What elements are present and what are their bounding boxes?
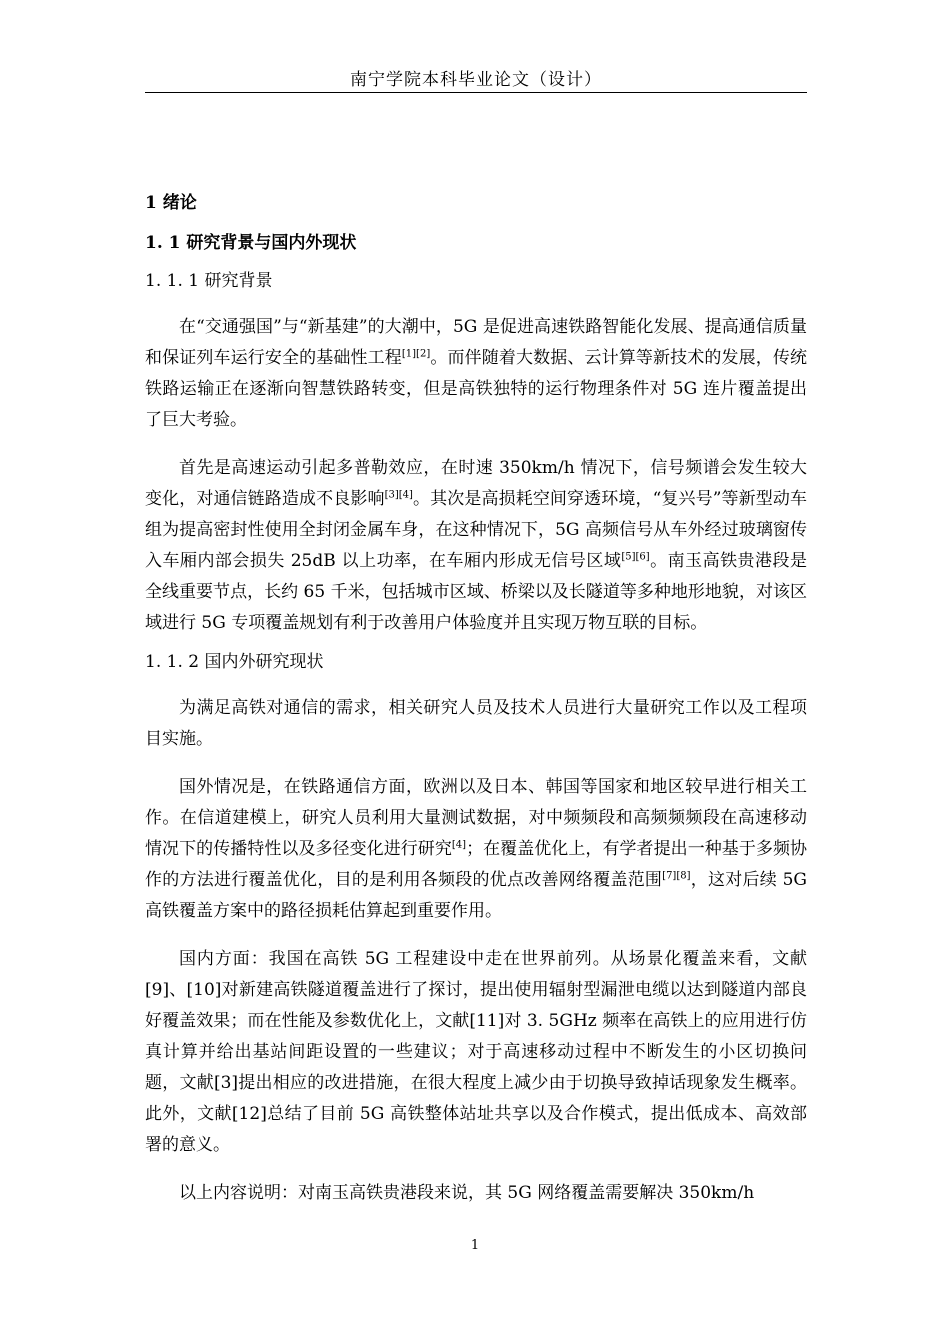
citation: [4] xyxy=(451,839,467,851)
section-heading: 1. 1 研究背景与国内外现状 xyxy=(145,233,357,253)
paragraph-summary xyxy=(145,1178,807,1209)
paragraph-background-intro xyxy=(145,312,807,436)
citation: [1][2] xyxy=(401,348,431,360)
text-run: 。南玉高铁贵港段是全线重要节点，长约 65 千米，包括城市区域、桥梁以及长隧道等多种地形地貌，对该区域进行 5G 专项覆盖规划有利于改善用户体验度并且实现万物互联的目标。 xyxy=(145,551,807,633)
text-run: ；在覆盖优化上，有学者提出一种基于多频协作的方法进行覆盖优化，目的是利用各频段的优点改善网络覆盖范围 xyxy=(145,839,808,890)
paragraph-challenges xyxy=(145,453,807,639)
text-run: 首先是高速运动引起多普勒效应，在时速 350km/h 情况下，信号频谱会发生较大变化，对通信链路造成不良影响 xyxy=(145,458,807,509)
paragraph-foreign xyxy=(145,772,807,927)
citation: [3][4] xyxy=(384,489,413,501)
header-rule xyxy=(145,92,807,93)
text-run: 国外情况是，在铁路通信方面，欧洲以及日本、韩国等国家和地区较早进行相关工作。在信道建模上，研究人员利用大量测试数据，对中频频段和高频频频段在高速移动情况下的传播特性以及多径变化进行研究 xyxy=(145,777,807,859)
text-run: ，这对后续 5G 高铁覆盖方案中的路径损耗估算起到重要作用。 xyxy=(145,870,807,921)
body-content xyxy=(145,189,807,1209)
paragraph-domestic xyxy=(145,944,807,1161)
text-run: 。而伴随着大数据、云计算等新技术的发展，传统铁路运输正在逐渐向智慧铁路转变，但是高铁独特的运行物理条件对 5G 连片覆盖提出了巨大考验。 xyxy=(145,348,808,430)
text-run: 。其次是高损耗空间穿透环境，“复兴号”等新型动车组为提高密封性使用全封闭金属车身，在这种情况下，5G 高频信号从车外经过玻璃窗传入车厢内部会损失 25dB 以上功率，在车厢内形成无信号区域 xyxy=(145,489,807,571)
subsection-heading-status: 1. 1. 2 国内外研究现状 xyxy=(145,652,324,672)
text-run: 在“交通强国”与“新基建”的大潮中，5G 是促进高速铁路智能化发展、提高通信质量和保证列车运行安全的基础性工程 xyxy=(145,317,807,368)
chapter-heading: 1 绪论 xyxy=(145,193,197,213)
citation: [7][8] xyxy=(662,870,691,882)
text-run: 为满足高铁对通信的需求，相关研究人员及技术人员进行大量研究工作以及工程项目实施。 xyxy=(145,698,807,749)
page-number: 1 xyxy=(470,1238,480,1253)
citation: [5][6] xyxy=(621,551,650,563)
paragraph-overview xyxy=(145,693,807,755)
subsection-heading-background: 1. 1. 1 研究背景 xyxy=(145,271,273,291)
text-run: 以上内容说明：对南玉高铁贵港段来说，其 5G 网络覆盖需要解决 350km/h xyxy=(179,1183,755,1203)
text-run: 国内方面：我国在高铁 5G 工程建设中走在世界前列。从场景化覆盖来看，文献[9]、[10]对新建高铁隧道覆盖进行了探讨，提出使用辐射型漏泄电缆以达到隧道内部良好覆盖效果；而在性能及参数优化上，文献[11]对 3. 5GHz 频率在高铁上的应用进行仿真计算并给出基站间距设置的一些建议；对于高速移动过程中不断发生的小区切换问题，文献[3]提出相应的改进措施，在很大程度上减少由于切换导致掉话现象发生概率。此外，文献[12]总结了目前 5G 高铁整体站址共享以及合作模式，提出低成本、高效部署的意义。 xyxy=(145,949,807,1155)
running-header: 南宁学院本科毕业论文（设计） xyxy=(350,70,602,90)
